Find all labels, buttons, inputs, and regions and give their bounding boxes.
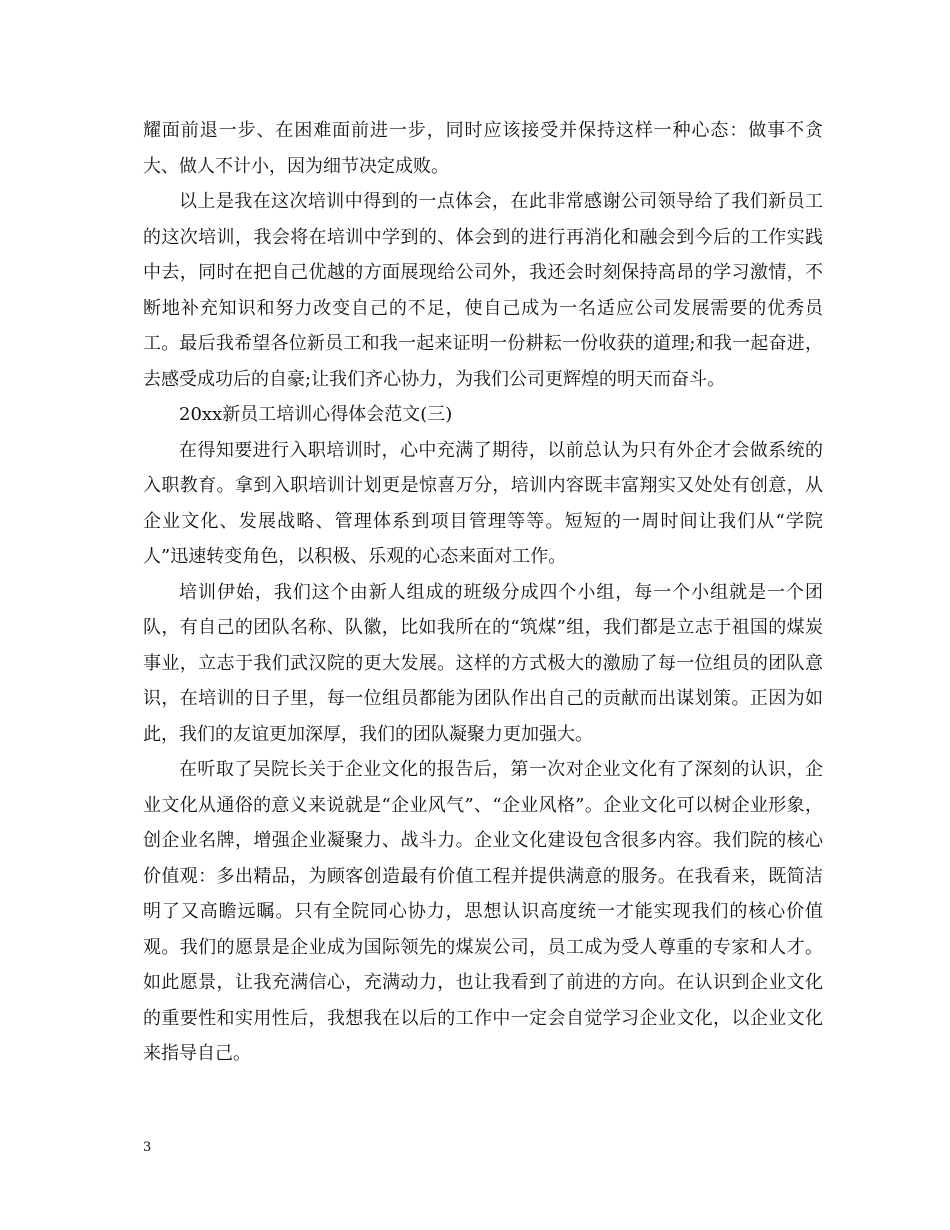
paragraph-continuation: 耀面前退一步、在困难面前进一步，同时应该接受并保持这样一种心态：做事不贪大、做人不计小，因为细节决定成败。: [143, 120, 823, 177]
paragraph-onboarding: 在得知要进行入职培训时，心中充满了期待，以前总认为只有外企才会做系统的入职教育。拿到入职培训计划更是惊喜万分，培训内容既丰富翔实又处处有创意，从企业文化、发展战略、管理体系到项目管理等等。短短的一周时间让我们从“学院人”迅速转变角色，以积极、乐观的心态来面对工作。: [143, 439, 823, 567]
page-number: 3: [143, 1140, 152, 1155]
section-heading: 20xx新员工培训心得体会范文(三): [179, 404, 453, 425]
document-body: [143, 113, 823, 1072]
paragraph-gratitude: 以上是我在这次培训中得到的一点体会，在此非常感谢公司领导给了我们新员工的这次培训，我会将在培训中学到的、体会到的进行再消化和融会到今后的工作实践中去，同时在把自己优越的方面展现给公司外，我还会时刻保持高昂的学习激情，不断地补充知识和努力改变自己的不足，使自己成为一名适应公司发展需要的优秀员工。最后我希望各位新员工和我一起来证明一份耕耘一份收获的道理;和我一起奋进，去感受成功后的自豪;让我们齐心协力，为我们公司更辉煌的明天而奋斗。: [143, 191, 823, 390]
paragraph-team: 培训伊始，我们这个由新人组成的班级分成四个小组，每一个小组就是一个团队，有自己的团队名称、队徽，比如我所在的“筑煤”组，我们都是立志于祖国的煤炭事业，立志于我们武汉院的更大发展。这样的方式极大的激励了每一位组员的团队意识，在培训的日子里，每一位组员都能为团队作出自己的贡献而出谋划策。正因为如此，我们的友谊更加深厚，我们的团队凝聚力更加强大。: [143, 581, 823, 745]
paragraph-culture: 在听取了吴院长关于企业文化的报告后，第一次对企业文化有了深刻的认识，企业文化从通俗的意义来说就是“企业风气”、“企业风格”。企业文化可以树企业形象，创企业名牌，增强企业凝聚力、战斗力。企业文化建设包含很多内容。我们院的核心价值观：多出精品，为顾客创造最有价值工程并提供满意的服务。在我看来，既简洁明了又高瞻远瞩。只有全院同心协力，思想认识高度统一才能实现我们的核心价值观。我们的愿景是企业成为国际领先的煤炭公司，员工成为受人尊重的专家和人才。如此愿景，让我充满信心，充满动力，也让我看到了前进的方向。在认识到企业文化的重要性和实用性后，我想我在以后的工作中一定会自觉学习企业文化，以企业文化来指导自己。: [143, 759, 823, 1064]
